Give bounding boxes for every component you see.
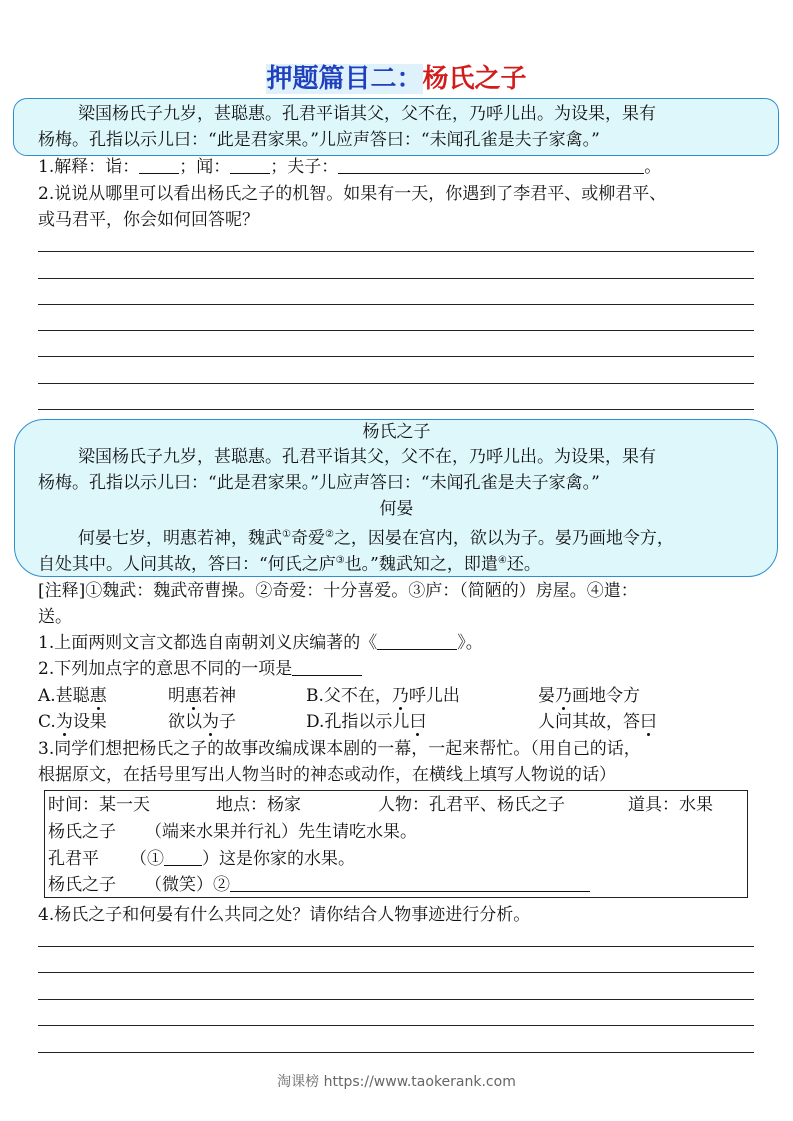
passage1-line2: 杨梅。孔指以示儿曰：“此是君家果。”儿应声答曰：“未闻孔雀是夫子家禽。” xyxy=(38,130,600,150)
page-title xyxy=(0,58,793,95)
answer-line[interactable] xyxy=(38,383,754,384)
answer-line[interactable] xyxy=(38,330,754,331)
answer-blank-choice[interactable] xyxy=(292,659,362,676)
option-a-compare: 明惠若神 xyxy=(168,686,236,706)
passage2-line1: 梁国杨氏子九岁，甚聪惠。孔君平诣其父，父不在，乃呼儿出。为设果，果有 xyxy=(78,447,656,467)
question-2-3-line2: 根据原文，在括号里写出人物当时的神态或动作，在横线上填写人物说的话） xyxy=(38,765,616,785)
option-c-compare: 欲以为子 xyxy=(168,712,236,732)
passage1-line1: 梁国杨氏子九岁，甚聪惠。孔君平诣其父，父不在，乃呼儿出。为设果，果有 xyxy=(78,104,656,124)
answer-line[interactable] xyxy=(38,1025,754,1026)
notes-line2: 送。 xyxy=(38,607,72,627)
passage2-line4: 自处其中。人问其故，答曰：“何氏之庐③也。”魏武知之，即遣④还。 xyxy=(38,554,541,575)
scene-row2-name: 孔君平 xyxy=(48,849,99,869)
answer-line[interactable] xyxy=(38,409,754,410)
answer-blank-action[interactable] xyxy=(164,849,202,866)
passage2-line3: 何晏七岁，明惠若神，魏武①奇爱②之，因晏在宫内，欲以为子。晏乃画地令方， xyxy=(78,528,674,549)
answer-line[interactable] xyxy=(38,1052,754,1053)
option-a[interactable]: A.甚聪惠 xyxy=(38,686,107,706)
answer-line[interactable] xyxy=(38,972,754,973)
scene-props: 道具：水果 xyxy=(628,795,713,815)
scene-row1-text: （端来水果并行礼）先生请吃水果。 xyxy=(145,822,417,842)
answer-line[interactable] xyxy=(38,251,754,252)
answer-line[interactable] xyxy=(38,356,754,357)
title-prefix: 押题篇目二： xyxy=(266,64,423,94)
answer-blank-fuzi[interactable] xyxy=(338,157,644,174)
answer-line[interactable] xyxy=(38,278,754,279)
scene-row3-name: 杨氏之子 xyxy=(48,875,116,895)
title-main: 杨氏之子 xyxy=(422,64,527,94)
question-2-1: 1.上面两则文言文都选自南朝刘义庆编著的《 》。 xyxy=(38,633,483,653)
passage2-title-he: 何晏 xyxy=(379,499,414,519)
scene-row3-text: （微笑）② xyxy=(145,872,590,898)
scene-row1-name: 杨氏之子 xyxy=(48,822,116,842)
question-1-1: 1.解释：诣： ；闻： ；夫子： 。 xyxy=(38,157,662,177)
answer-blank-wen[interactable] xyxy=(230,157,270,174)
answer-blank-dialogue[interactable] xyxy=(230,875,590,892)
scene-row2-text: （① ）这是你家的水果。 xyxy=(130,849,355,869)
scene-place: 地点：杨家 xyxy=(216,795,301,815)
option-b[interactable]: B.父不在，乃呼儿出 xyxy=(306,686,460,706)
question-2-4: 4.杨氏之子和何晏有什么共同之处？请你结合人物事迹进行分析。 xyxy=(38,905,531,925)
option-c[interactable]: C.为设果 xyxy=(38,712,107,732)
answer-line[interactable] xyxy=(38,999,754,1000)
footer-watermark: 淘课榜 https://www.taokerank.com xyxy=(277,1074,516,1090)
option-d[interactable]: D.孔指以示儿曰 xyxy=(306,712,427,732)
answer-line[interactable] xyxy=(38,304,754,305)
question-1-2-line2: 或马君平，你会如何回答呢？ xyxy=(38,210,259,230)
question-1-2-line1: 2.说说从哪里可以看出杨氏之子的机智。如果有一天，你遇到了李君平、或柳君平、 xyxy=(38,184,667,204)
option-b-compare: 晏乃画地令方 xyxy=(538,686,640,706)
question-2-2: 2.下列加点字的意思不同的一项是 xyxy=(38,656,362,682)
answer-blank-yi[interactable] xyxy=(139,157,179,174)
passage2-title-yang: 杨氏之子 xyxy=(362,422,431,442)
answer-blank-book[interactable] xyxy=(377,633,457,650)
answer-line[interactable] xyxy=(38,946,754,947)
passage2-line2: 杨梅。孔指以示儿曰：“此是君家果。”儿应声答曰：“未闻孔雀是夫子家禽。” xyxy=(38,473,600,493)
scene-people: 人物：孔君平、杨氏之子 xyxy=(378,795,565,815)
question-2-3-line1: 3.同学们想把杨氏之子的故事改编成课本剧的一幕，一起来帮忙。（用自己的话， xyxy=(38,739,641,759)
scene-time: 时间：某一天 xyxy=(48,795,150,815)
option-d-compare: 人问其故，答曰 xyxy=(538,712,657,732)
notes-line1: [注释]①魏武：魏武帝曹操。②奇爱：十分喜爱。③庐：（简陋的）房屋。④遣： xyxy=(38,581,638,601)
